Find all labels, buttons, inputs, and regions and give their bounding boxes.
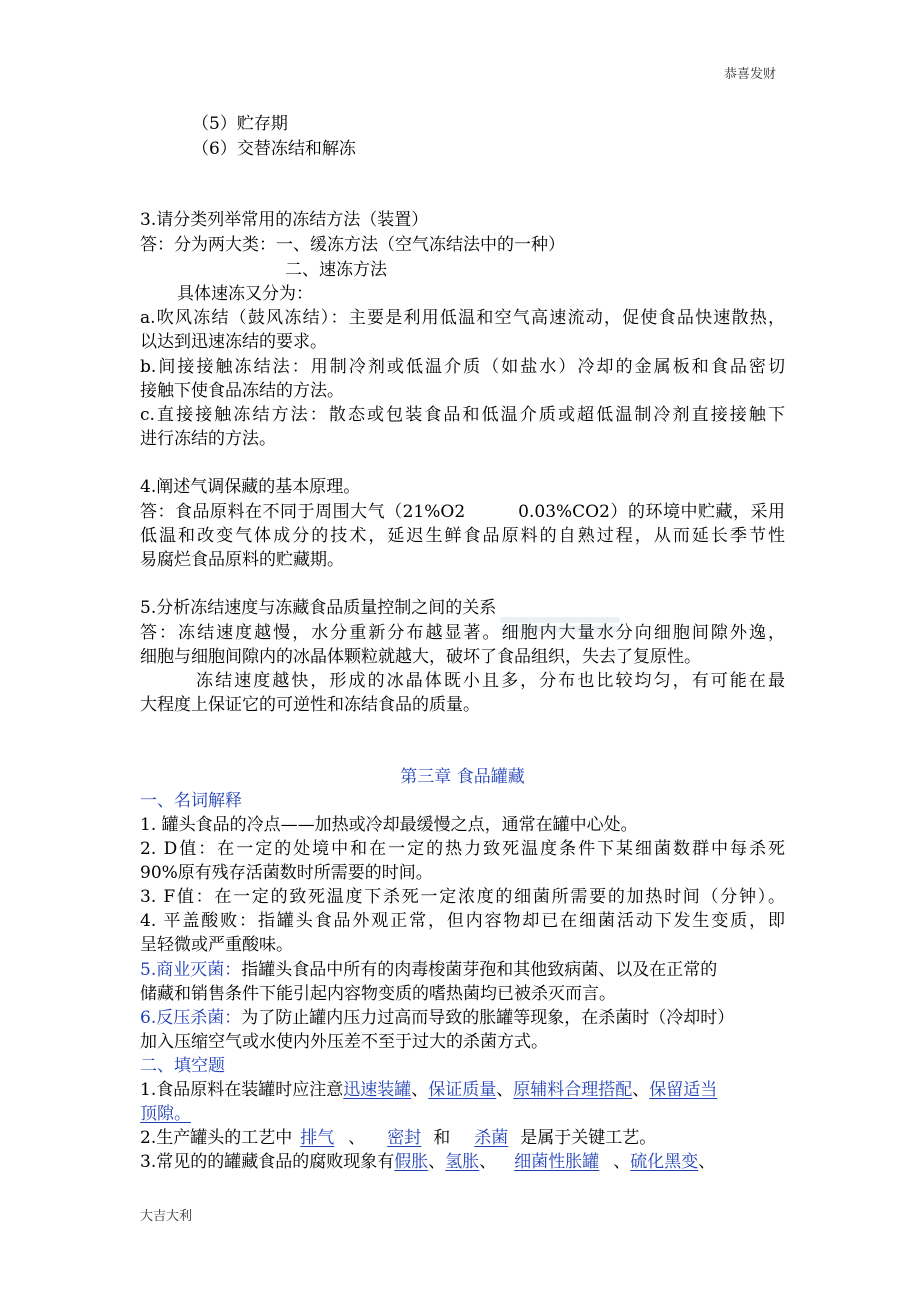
answer-blank: 硫化黑变 [630,1152,699,1172]
text-line: 答：冻结速度越慢，水分重新分布越显著。细胞内大量水分向细胞间隙外逸， [140,623,785,643]
answer-blank: 保留适当 [649,1080,718,1100]
term-label: 6.反压杀菌： [140,1008,242,1028]
separator: 、 [632,1080,650,1100]
definition-item [140,958,785,982]
question-text: 3.常见的的罐藏食品的腐败现象有 [140,1152,395,1172]
text-line: 细胞与细胞间隙内的冰晶体颗粒就越大，破坏了食品组织，失去了复原性。 [140,647,701,667]
section-heading: 二、填空题 [140,1056,225,1076]
question-heading: 4.阐述气调保藏的基本原理。 [140,477,361,497]
text-line: 答：食品原料在不同于周围大气（21%O2 0.03%CO2）的环境中贮藏，采用 [140,502,785,522]
fill-blank-item [140,1126,785,1150]
answer-blank: 保证质量 [428,1080,497,1100]
text-line: 具体速冻又分为： [177,284,313,304]
separator: 、 [613,1152,631,1172]
text-line: 接触下使食品冻结的方法。 [140,381,344,401]
text-line [140,1102,785,1126]
answer-blank: 迅速装罐 [343,1080,412,1100]
text-line: 易腐烂食品原料的贮藏期。 [140,550,344,570]
answer-blank: 密封 [387,1128,422,1148]
question-heading: 5.分析冻结速度与冻藏食品质量控制之间的关系 [140,598,497,618]
term-definition: 指罐头食品中所有的肉毒梭菌芽孢和其他致病菌、以及在正常的 [241,960,718,980]
definition-item: 1. 罐头食品的冷点——加热或冷却最缓慢之点，通常在罐中心处。 [140,815,638,835]
separator: 、 [348,1128,366,1148]
answer-blank: 顶隙。 [140,1104,191,1124]
text-line: （6）交替冻结和解冻 [192,139,356,159]
separator: 、 [428,1152,446,1172]
text-line: a.吹风冻结（鼓风冻结）：主要是利用低温和空气高速流动，促使食品快速散热， [140,308,785,328]
definition-item: 4. 平盖酸败：指罐头食品外观正常，但内容物却已在细菌活动下发生变质，即 [140,911,785,931]
separator: 和 [433,1128,451,1148]
definition-item: 3. F值：在一定的致死温度下杀死一定浓度的细菌所需要的加热时间（分钟）。 [140,887,785,907]
separator: 、 [479,1152,497,1172]
definition-item [140,1006,785,1030]
text-line: 90%原有残存活菌数时所需要的时间。 [140,863,433,883]
question-heading: 3.请分类列举常用的冻结方法（装置） [140,210,429,230]
page-footer-text: 大吉大利 [140,1209,193,1224]
text-line: 呈轻微或严重酸味。 [140,935,293,955]
separator: 、 [698,1152,716,1172]
term-label: 5.商业灭菌： [140,960,242,980]
definition-item: 2. D值：在一定的处境中和在一定的热力致死温度条件下某细菌数群中每杀死 [140,839,785,859]
question-text: 2.生产罐头的工艺中 [140,1128,293,1148]
answer-blank: 假胀 [394,1152,429,1172]
text-line: c.直接接触冻结方法：散态或包装食品和低温介质或超低温制冷剂直接接触下 [140,405,785,425]
text-line: 加入压缩空气或水使内外压差不至于过大的杀菌方式。 [140,1032,548,1052]
text-line: 答：分为两大类：一、缓冻方法（空气冻结法中的一种） [140,235,565,255]
answer-blank: 细菌性胀罐 [514,1152,600,1172]
text-line: 以达到迅速冻结的要求。 [140,332,327,352]
term-definition: 为了防止罐内压力过高而导致的胀罐等现象，在杀菌时（冷却时） [241,1008,735,1028]
text-line: 大程度上保证它的可逆性和冻结食品的质量。 [140,695,480,715]
separator: 、 [411,1080,429,1100]
text-line: b.间接接触冻结法：用制冷剂或低温介质（如盐水）冷却的金属板和食品密切 [140,357,785,377]
fill-blank-item [140,1150,785,1174]
chapter-title: 第三章 食品罐藏 [400,767,525,787]
text-line: 冻结速度越快，形成的冰晶体既小且多，分布也比较均匀，有可能在最 [196,671,785,691]
fill-blank-item [140,1078,785,1102]
answer-blank: 原辅料合理搭配 [513,1080,633,1100]
answer-blank: 氢胀 [445,1152,480,1172]
text-line: 进行冻结的方法。 [140,429,276,449]
answer-blank: 杀菌 [474,1128,509,1148]
section-heading: 一、名词解释 [140,791,242,811]
text-line: 储藏和销售条件下能引起内容物变质的嗜热菌均已被杀灭而言。 [140,984,616,1004]
question-text: 1.食品原料在装罐时应注意 [140,1080,344,1100]
text-line: 低温和改变气体成分的技术，延迟生鲜食品原料的自熟过程，从而延长季节性 [140,526,785,546]
question-text: 是属于关键工艺。 [520,1128,657,1148]
separator: 、 [496,1080,514,1100]
watermark-mark [500,614,620,636]
text-line: （5）贮存期 [192,114,288,134]
text-line: 二、速冻方法 [285,260,387,280]
page-header-text: 恭喜发财 [724,67,777,82]
answer-blank: 排气 [300,1128,335,1148]
